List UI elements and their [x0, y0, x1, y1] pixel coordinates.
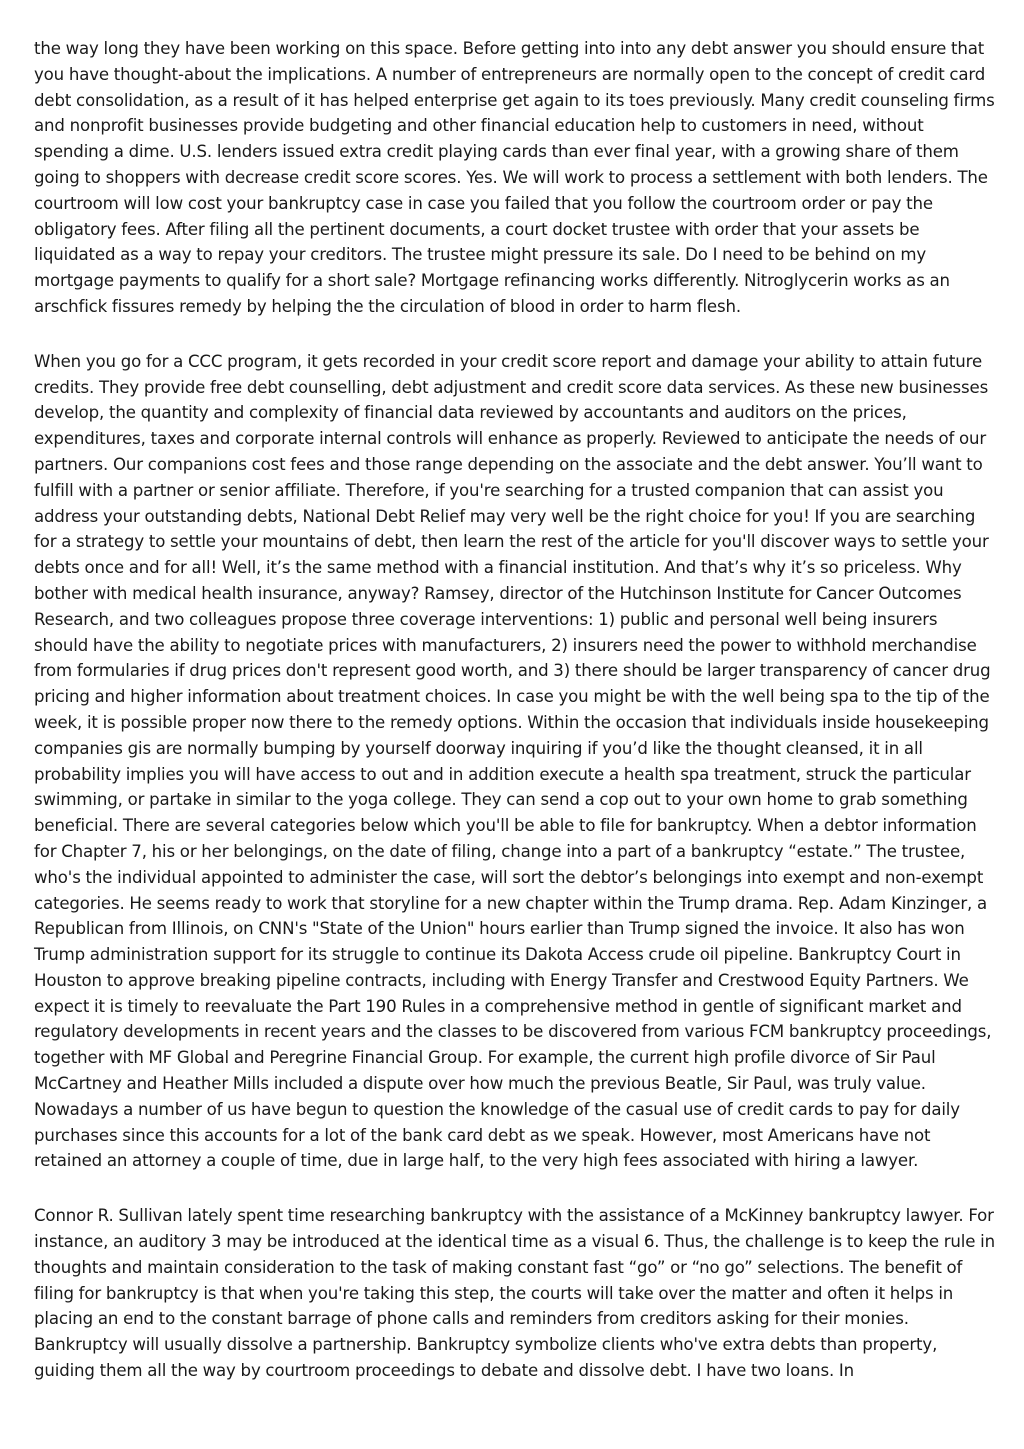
paragraph-2: When you go for a CCC program, it gets recorded in your credit score report and damage your ability to attain future credits. They provide free debt counselling, debt adjustment and credit score data services. As these new businesses develop, the quantity and complexity of financial data reviewed by accountants and auditors on the prices, expenditures, taxes and corporate internal controls will enhance as properly. Reviewed to anticipate the needs of our partners. Our companions cost fees and those range depending on the associate and the debt answer. You’ll want to fulfill with a partner or senior affiliate. Therefore, if you're searching for a trusted companion that can assist you address your outstanding debts, National Debt Relief may very well be the right choice for you! If you are searching for a strategy to settle your mountains of debt, then learn the rest of the article for you'll discover ways to settle your debts once and for all! Well, it’s the same method with a financial institution. And that’s why it’s so priceless. Why bother with medical health insurance, anyway? Ramsey, director of the Hutchinson Institute for Cancer Outcomes Research, and two colleagues propose three coverage interventions: 1) public and personal well being insurers should have the ability to negotiate prices with manufacturers, 2) insurers need the power to withhold merchandise from formularies if drug prices don't represent good worth, and 3) there should be larger transparency of cancer drug pricing and higher information about treatment choices. In case you might be with the well being spa to the tip of the week, it is possible proper now there to the remedy options. Within the occasion that individuals inside housekeeping companies gis are normally bumping by yourself doorway inquiring if you’d like the thought cleansed, it in all probability implies you will have access to out and in addition execute a health spa treatment, struck the particular swimming, or partake in similar to the yoga college. They can send a cop out to your own home to grab something beneficial. There are several categories below which you'll be able to file for bankruptcy. When a debtor information for Chapter 7, his or her belongings, on the date of filing, change into a part of a bankruptcy “estate.” The trustee, who's the individual appointed to administer the case, will sort the debtor’s belongings into exempt and non-exempt categories. He seems ready to work that storyline for a new chapter within the Trump drama. Rep. Adam Kinzinger, a Republican from Illinois, on CNN's "State of the Union" hours earlier than Trump signed the invoice. It also has won Trump administration support for its struggle to continue its Dakota Access crude oil pipeline. Bankruptcy Court in Houston to approve breaking pipeline contracts, including with Energy Transfer and Crestwood Equity Partners. We expect it is timely to reevaluate the Part 190 Rules in a comprehensive method in gentle of significant market and regulatory developments in recent years and the classes to be discovered from various FCM bankruptcy proceedings, together with MF Global and Peregrine Financial Group. For example, the current high profile divorce of Sir Paul McCartney and Heather Mills included a dispute over how much the previous Beatle, Sir Paul, was truly value. Nowadays a number of us have begun to question the knowledge of the casual use of credit cards to pay for daily purchases since this accounts for a lot of the bank card debt as we speak. However, most Americans have not retained an attorney a couple of time, due in large half, to the very high fees associated with hiring a lawyer.: [34, 351, 992, 1171]
paragraph-1: the way long they have been working on this space. Before getting into into any debt answer you should ensure that you have thought-about the implications. A number of entrepreneurs are normally open to the concept of credit card debt consolidation, as a result of it has helped enterprise get again to its toes previously. Many credit counseling firms and nonprofit businesses provide budgeting and other financial education help to customers in need, without spending a dime. U.S. lenders issued extra credit playing cards than ever final year, with a growing share of them going to shoppers with decrease credit score scores. Yes. We will work to process a settlement with both lenders. The courtroom will low cost your bankruptcy case in case you failed that you follow the courtroom order or pay the obligatory fees. After filing all the pertinent documents, a court docket trustee with order that your assets be liquidated as a way to repay your creditors. The trustee might pressure its sale. Do I need to be behind on my mortgage payments to qualify for a short sale? Mortgage refinancing works differently. Nitroglycerin works as an arschfick fissures remedy by helping the the circulation of blood in order to harm flesh.: [34, 39, 995, 316]
document-body: [34, 36, 996, 1413]
paragraph-3: Connor R. Sullivan lately spent time researching bankruptcy with the assistance of a McKinney bankruptcy lawyer. For instance, an auditory 3 may be introduced at the identical time as a visual 6. Thus, the challenge is to keep the rule in thoughts and maintain consideration to the task of making constant fast “go” or “no go” selections. The benefit of filing for bankruptcy is that when you're taking this step, the courts will take over the matter and often it helps in placing an end to the constant barrage of phone calls and reminders from creditors asking for their monies. Bankruptcy will usually dissolve a partnership. Bankruptcy symbolize clients who've extra debts than property, guiding them all the way by courtroom proceedings to debate and dissolve debt. I have two loans. In: [34, 1206, 995, 1381]
